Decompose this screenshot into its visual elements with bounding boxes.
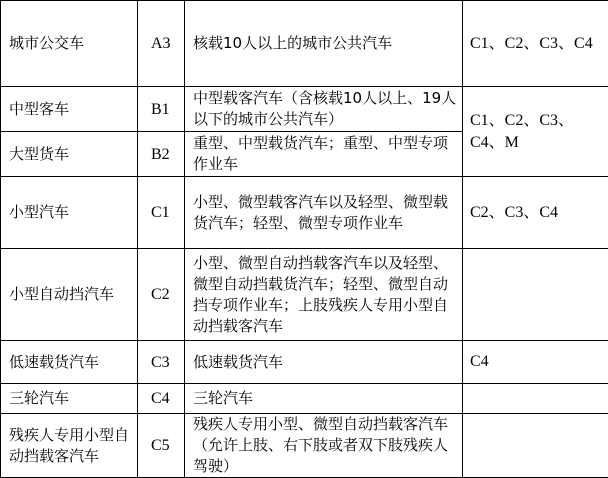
permitted-vehicles-cell: 小型、微型自动挡载客汽车以及轻型、微型自动挡载货汽车；轻型、微型自动挡专项作业车；上肢残疾人专用小型自动挡载客汽车: [185, 249, 463, 341]
also-allowed-cell: C4: [463, 341, 608, 384]
permitted-vehicles-cell: 小型、微型载客汽车以及轻型、微型载货汽车；轻型、微型专项作业车: [185, 177, 463, 249]
vehicle-type-cell: 小型汽车: [1, 177, 138, 249]
permitted-vehicles-cell: 中型载客汽车（含核载10人以上、19人以下的城市公共汽车）: [185, 87, 463, 132]
license-code-cell: C2: [138, 249, 185, 341]
vehicle-type-cell: 三轮汽车: [1, 384, 138, 414]
table-row: [1, 249, 608, 341]
license-code-cell: C4: [138, 384, 185, 414]
vehicle-type-cell: 低速载货汽车: [1, 341, 138, 384]
license-code-cell: A3: [138, 1, 185, 87]
permitted-vehicles-cell: 残疾人专用小型、微型自动挡载客汽车（允许上肢、右下肢或者双下肢残疾人驾驶）: [185, 414, 463, 478]
vehicle-type-cell: 城市公交车: [1, 1, 138, 87]
vehicle-type-cell: 残疾人专用小型自动挡载客汽车: [1, 414, 138, 478]
also-allowed-cell: [463, 249, 608, 341]
table-row: [1, 177, 608, 249]
also-allowed-cell: [463, 384, 608, 414]
permitted-vehicles-cell: 核载10人以上的城市公共汽车: [185, 1, 463, 87]
also-allowed-cell: C2、C3、C4: [463, 177, 608, 249]
license-code-cell: C1: [138, 177, 185, 249]
also-allowed-cell: C1、C2、C3、C4、M: [463, 87, 608, 177]
table-row: [1, 384, 608, 414]
license-code-cell: C5: [138, 414, 185, 478]
vehicle-type-cell: 中型客车: [1, 87, 138, 132]
permitted-vehicles-cell: 低速载货汽车: [185, 341, 463, 384]
table-row: [1, 1, 608, 87]
also-allowed-cell: C1、C2、C3、C4: [463, 1, 608, 87]
vehicle-type-cell: 大型货车: [1, 132, 138, 177]
permitted-vehicles-cell: 三轮汽车: [185, 384, 463, 414]
table-row: [1, 341, 608, 384]
vehicle-type-cell: 小型自动挡汽车: [1, 249, 138, 341]
license-code-cell: B1: [138, 87, 185, 132]
license-code-cell: B2: [138, 132, 185, 177]
also-allowed-cell: [463, 414, 608, 478]
license-code-cell: C3: [138, 341, 185, 384]
table-row: [1, 414, 608, 478]
table-row: [1, 87, 608, 132]
permitted-vehicles-cell: 重型、中型载货汽车；重型、中型专项作业车: [185, 132, 463, 177]
